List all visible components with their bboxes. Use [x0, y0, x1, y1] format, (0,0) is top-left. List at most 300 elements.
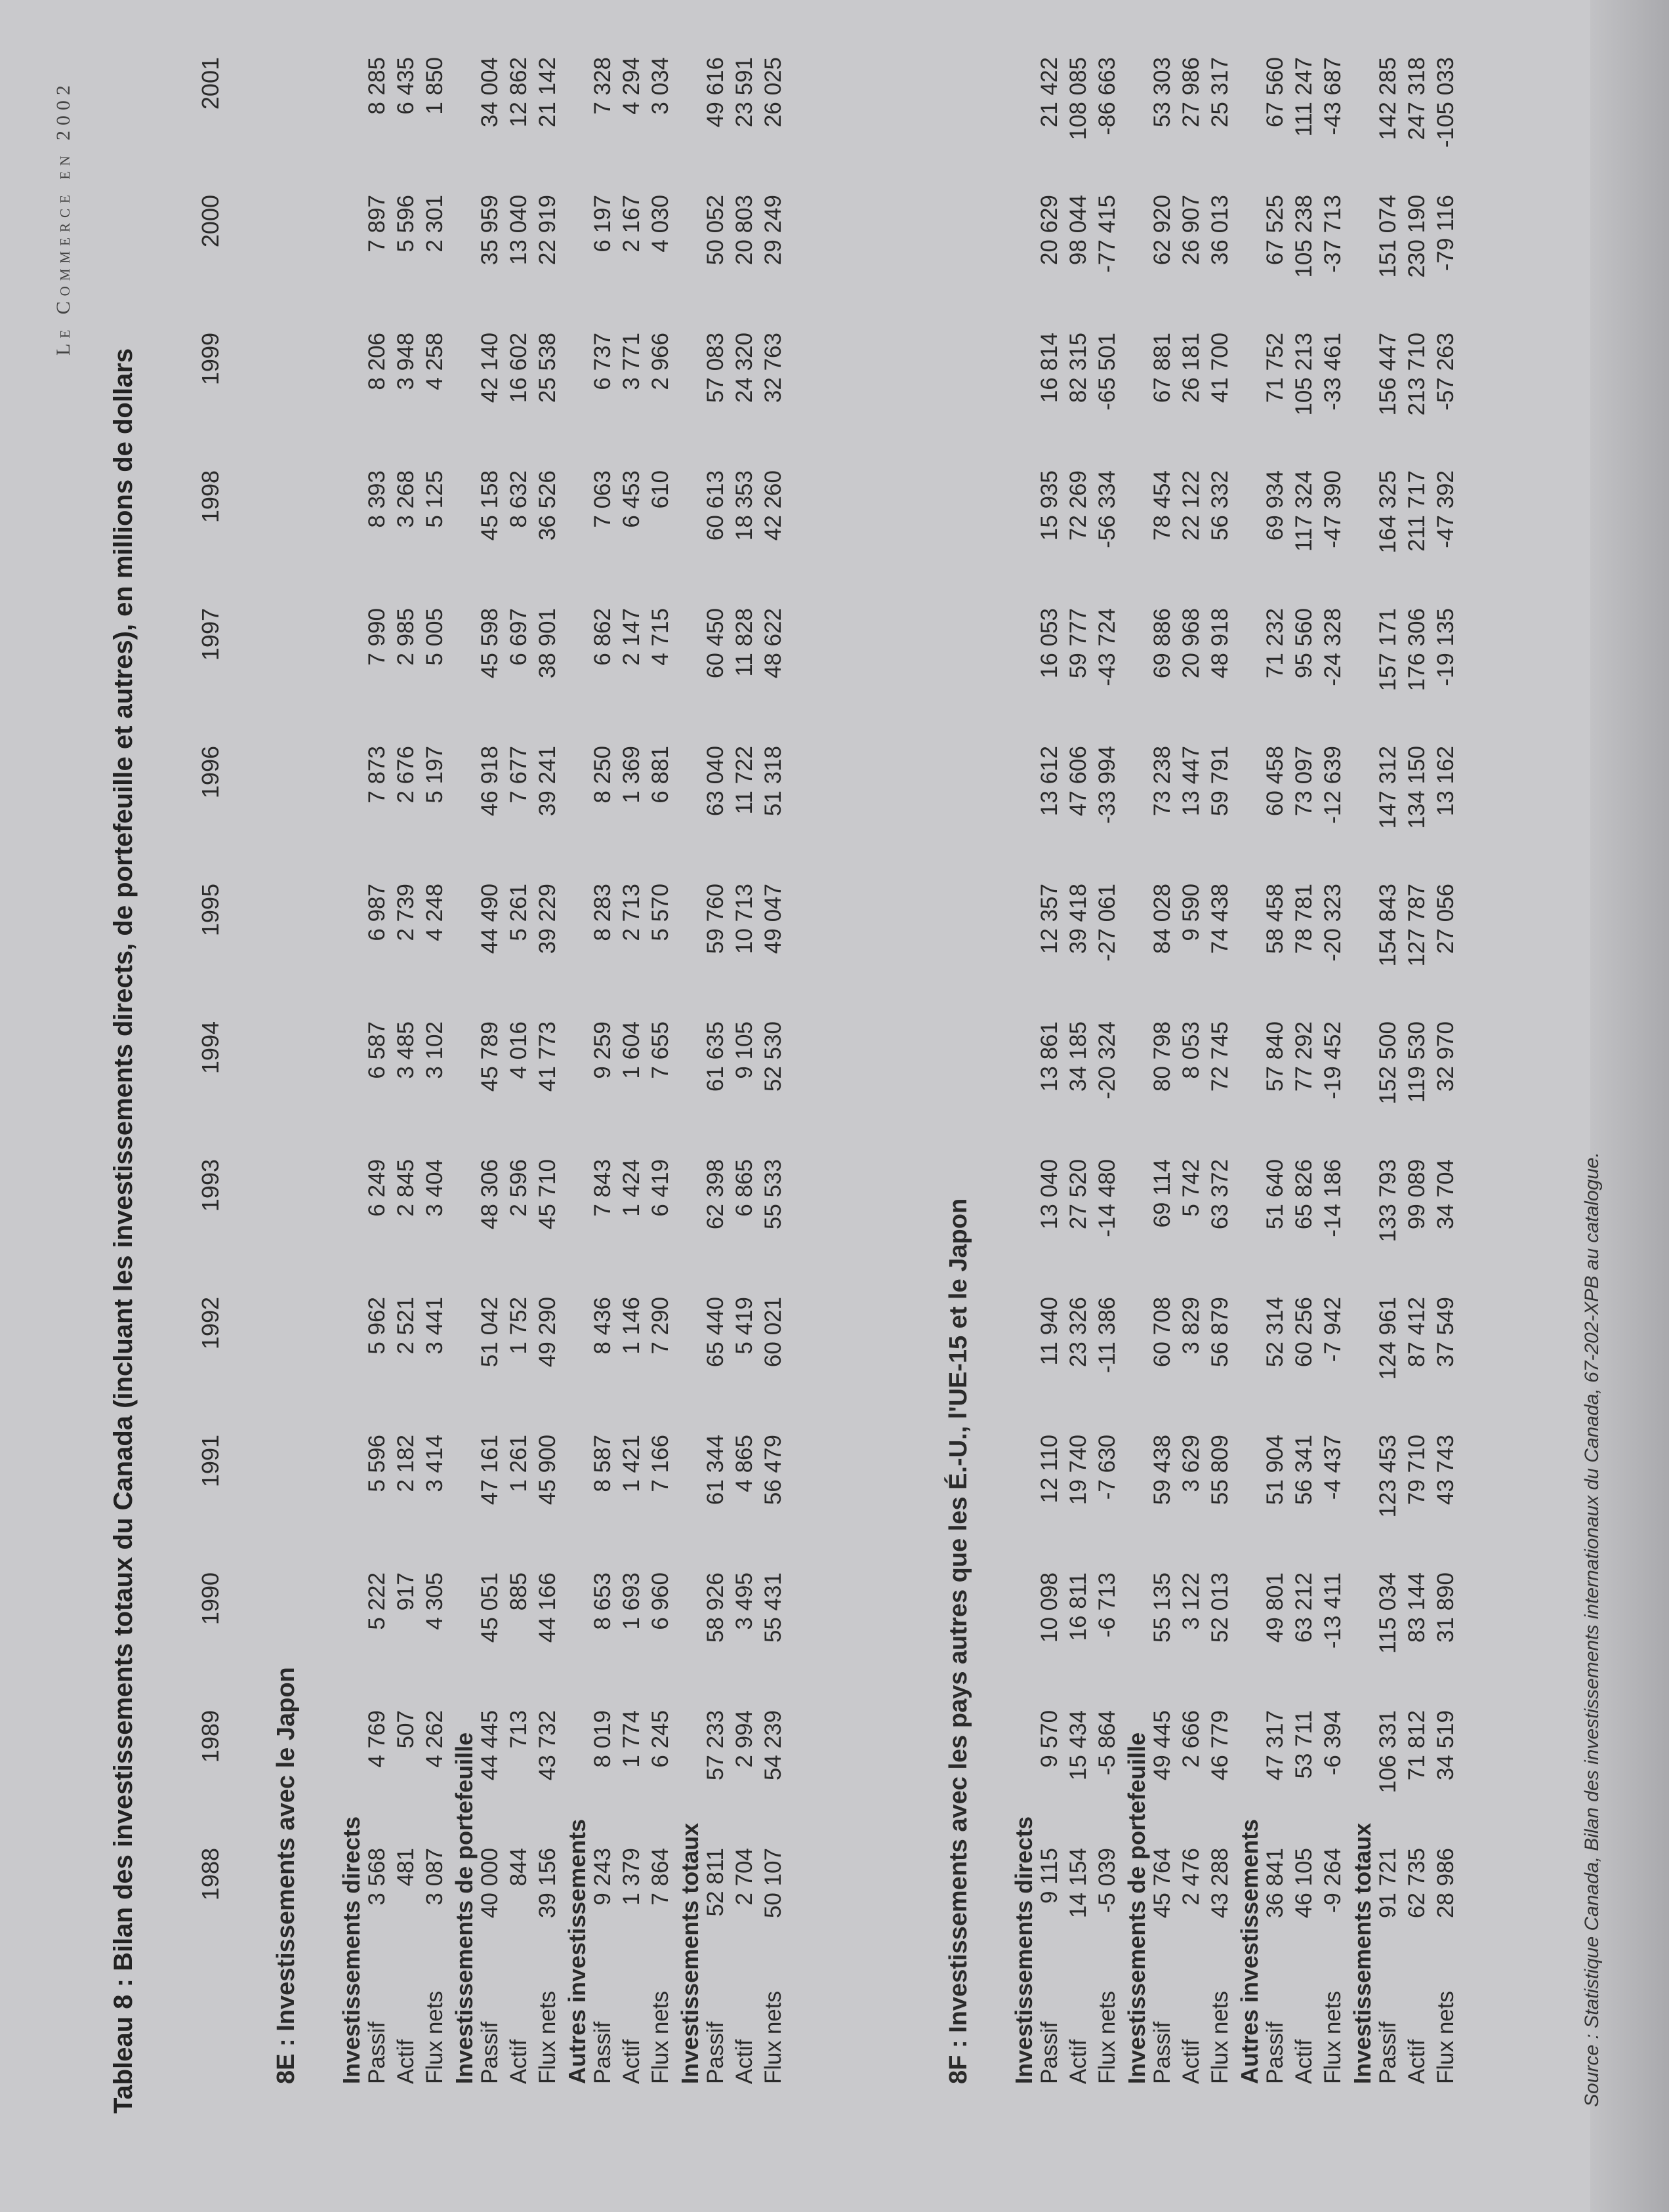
table-cell: 713 [506, 1710, 531, 1749]
table-cell: 2 147 [619, 608, 644, 666]
table-cell: 2 301 [422, 195, 447, 253]
table-cell: 5 570 [648, 884, 673, 941]
table-cell: 38 901 [535, 608, 560, 679]
table-cell: 13 447 [1178, 746, 1204, 817]
table-cell: 1 693 [619, 1572, 644, 1630]
row-label: Passif [1375, 2021, 1401, 2084]
table-cell: 164 325 [1375, 470, 1401, 554]
table-cell: 3 771 [619, 333, 644, 390]
table-cell: 50 107 [760, 1848, 786, 1919]
table-cell: 58 458 [1262, 884, 1288, 954]
table-cell: 3 414 [422, 1435, 447, 1492]
table-cell: -5 039 [1094, 1848, 1120, 1914]
table-cell: 16 053 [1037, 608, 1062, 679]
table-row [1178, 0, 1207, 2212]
table-cell: 2 596 [506, 1159, 531, 1217]
table-cell: 51 904 [1262, 1435, 1288, 1505]
table-cell: 11 940 [1037, 1297, 1062, 1366]
table-row [1375, 0, 1404, 2212]
row-label: Actif [506, 2039, 531, 2084]
table-cell: -86 663 [1094, 57, 1120, 135]
table-cell: 12 110 [1037, 1435, 1062, 1504]
table-cell: 213 710 [1404, 333, 1430, 416]
group-title: Investissements directs [1010, 1816, 1037, 2084]
table-cell: 8 285 [364, 57, 390, 115]
table-cell: -19 452 [1320, 1021, 1346, 1099]
table-cell: 67 881 [1149, 333, 1175, 403]
table-cell: 79 710 [1404, 1435, 1430, 1505]
table-cell: 13 612 [1037, 746, 1062, 817]
table-cell: 481 [393, 1848, 419, 1887]
table-cell: 29 249 [760, 195, 786, 266]
table-cell: -57 263 [1433, 333, 1458, 411]
table-cell: 8 653 [590, 1572, 615, 1630]
table-cell: 48 622 [760, 608, 786, 679]
table-cell: 4 248 [422, 884, 447, 941]
year-header: 1989 [197, 1710, 224, 1763]
table-row [590, 0, 619, 2212]
table-cell: 51 318 [760, 746, 786, 817]
table-cell: 6 881 [648, 746, 673, 804]
table-row [477, 0, 506, 2212]
table-cell: 106 331 [1375, 1710, 1401, 1793]
table-cell: 2 966 [648, 333, 673, 390]
table-cell: 26 907 [1178, 195, 1204, 266]
table-cell: 13 861 [1037, 1021, 1062, 1092]
table-cell: 2 521 [393, 1297, 419, 1355]
year-header: 1988 [197, 1848, 224, 1901]
table-cell: 5 222 [364, 1572, 390, 1630]
table-cell: 147 312 [1375, 746, 1401, 829]
year-header: 2000 [197, 195, 224, 248]
table-cell: 45 710 [535, 1159, 560, 1230]
table-cell: 55 135 [1149, 1572, 1175, 1643]
row-label: Actif [1291, 2039, 1317, 2084]
table-cell: 22 122 [1178, 470, 1204, 541]
table-cell: 65 440 [703, 1297, 728, 1368]
table-cell: 8 587 [590, 1435, 615, 1492]
table-cell: 72 745 [1207, 1021, 1233, 1092]
table-cell: 9 115 [1037, 1848, 1062, 1904]
table-cell: 39 418 [1065, 884, 1091, 954]
year-header: 1994 [197, 1021, 224, 1075]
table-cell: 6 697 [506, 608, 531, 666]
table-cell: 27 520 [1065, 1159, 1091, 1230]
table-cell: 2 676 [393, 746, 419, 804]
table-cell: 157 171 [1375, 608, 1401, 691]
table-cell: 45 598 [477, 608, 503, 679]
table-cell: 39 229 [535, 884, 560, 954]
table-cell: 59 438 [1149, 1435, 1175, 1505]
table-cell: 4 016 [506, 1021, 531, 1079]
table-cell: 23 326 [1065, 1297, 1091, 1368]
table-cell: 65 826 [1291, 1159, 1317, 1230]
table-cell: -105 033 [1433, 57, 1458, 148]
year-header: 1998 [197, 470, 224, 523]
table-cell: 6 197 [590, 195, 615, 253]
row-label: Flux nets [1433, 1991, 1458, 2084]
table-cell: 16 602 [506, 333, 531, 403]
table-row [1094, 0, 1123, 2212]
table-cell: 7 990 [364, 608, 390, 666]
table-cell: 61 635 [703, 1021, 728, 1092]
table-cell: 5 261 [506, 884, 531, 941]
table-row [1291, 0, 1320, 2212]
table-cell: 62 735 [1404, 1848, 1430, 1919]
year-header: 1996 [197, 746, 224, 799]
table-cell: 6 960 [648, 1572, 673, 1630]
table-cell: 45 051 [477, 1572, 503, 1643]
table-cell: 34 185 [1065, 1021, 1091, 1092]
table-cell: 60 458 [1262, 746, 1288, 817]
table-cell: 8 053 [1178, 1021, 1204, 1079]
table-cell: 1 774 [619, 1710, 644, 1768]
table-cell: 1 424 [619, 1159, 644, 1217]
table-cell: 55 533 [760, 1159, 786, 1230]
source-note: Source : Statistique Canada, Bilan des investissements internationaux du Canada, 67-202-XPB au catalogue. [1581, 1152, 1603, 2107]
table-cell: 151 074 [1375, 195, 1401, 278]
row-label: Flux nets [1207, 1991, 1233, 2084]
table-cell: 1 752 [506, 1297, 531, 1355]
table-cell: 47 161 [477, 1435, 503, 1505]
table-cell: 5 197 [422, 746, 447, 804]
table-cell: 51 042 [477, 1297, 503, 1368]
row-label: Flux nets [760, 1991, 786, 2084]
table-cell: 8 019 [590, 1710, 615, 1768]
table-cell: 5 596 [364, 1435, 390, 1492]
table-cell: 119 530 [1404, 1021, 1430, 1103]
table-cell: -24 328 [1320, 608, 1346, 686]
table-cell: 42 140 [477, 333, 503, 403]
table-cell: 25 538 [535, 333, 560, 403]
table-cell: 152 500 [1375, 1021, 1401, 1105]
table-row [760, 0, 789, 2212]
table-cell: 885 [506, 1572, 531, 1611]
row-label: Flux nets [535, 1991, 560, 2084]
table-cell: 8 632 [506, 470, 531, 528]
table-cell: 56 879 [1207, 1297, 1233, 1368]
table-cell: 3 268 [393, 470, 419, 528]
table-cell: 13 040 [506, 195, 531, 266]
table-cell: -14 186 [1320, 1159, 1346, 1237]
table-cell: 134 150 [1404, 746, 1430, 829]
table-cell: 91 721 [1375, 1848, 1401, 1919]
table-cell: 80 798 [1149, 1021, 1175, 1092]
table-cell: -37 713 [1320, 195, 1346, 273]
year-header: 2001 [197, 57, 224, 110]
table-cell: 156 447 [1375, 333, 1401, 416]
table-cell: 84 028 [1149, 884, 1175, 954]
table-row [535, 0, 564, 2212]
table-cell: 5 125 [422, 470, 447, 528]
table-cell: 62 398 [703, 1159, 728, 1230]
table-cell: 19 740 [1065, 1435, 1091, 1505]
table-cell: 62 920 [1149, 195, 1175, 266]
table-cell: 25 317 [1207, 57, 1233, 128]
table-cell: 7 328 [590, 57, 615, 115]
table-row [506, 0, 535, 2212]
table-cell: 71 812 [1404, 1710, 1430, 1781]
table-cell: 22 919 [535, 195, 560, 266]
table-cell: 45 789 [477, 1021, 503, 1092]
group-title: Investissements de portefeuille [451, 1732, 478, 2084]
table-cell: 54 239 [760, 1710, 786, 1781]
table-cell: 1 850 [422, 57, 447, 115]
table-cell: 6 987 [364, 884, 390, 941]
table-cell: 56 332 [1207, 470, 1233, 541]
table-cell: 3 829 [1178, 1297, 1204, 1355]
table-cell: 8 250 [590, 746, 615, 804]
table-cell: 9 259 [590, 1021, 615, 1079]
table-cell: -33 994 [1094, 746, 1120, 824]
table-row [1065, 0, 1094, 2212]
table-cell: 60 613 [703, 470, 728, 541]
year-header: 1997 [197, 608, 224, 661]
table-cell: 78 454 [1149, 470, 1175, 541]
table-cell: 27 056 [1433, 884, 1458, 954]
group-title: Investissements totaux [676, 1822, 703, 2084]
table-cell: 37 549 [1433, 1297, 1458, 1368]
table-cell: 98 044 [1065, 195, 1091, 266]
table-cell: 39 241 [535, 746, 560, 817]
table-cell: 15 935 [1037, 470, 1062, 541]
table-cell: 8 206 [364, 333, 390, 390]
table-cell: 44 166 [535, 1572, 560, 1643]
table-cell: 6 862 [590, 608, 615, 666]
table-cell: 69 114 [1149, 1159, 1175, 1228]
table-cell: 63 212 [1291, 1572, 1317, 1643]
table-cell: 46 779 [1207, 1710, 1233, 1781]
table-cell: -19 135 [1433, 608, 1458, 686]
table-cell: 9 570 [1037, 1710, 1062, 1768]
table-cell: 844 [506, 1848, 531, 1887]
table-cell: 6 737 [590, 333, 615, 390]
table-cell: 23 591 [731, 57, 757, 128]
table-cell: 71 232 [1262, 608, 1288, 679]
table-row [1433, 0, 1462, 2212]
row-label: Passif [364, 2021, 390, 2084]
table-cell: 36 013 [1207, 195, 1233, 266]
table-row [619, 0, 648, 2212]
table-cell: 51 640 [1262, 1159, 1288, 1230]
table-cell: 45 158 [477, 470, 503, 541]
table-cell: 21 142 [535, 57, 560, 128]
table-cell: 9 243 [590, 1848, 615, 1906]
table-cell: 1 604 [619, 1021, 644, 1079]
table-cell: 48 918 [1207, 608, 1233, 679]
table-title: Tableau 8 : Bilan des investissements totaux du Canada (incluant les investissements directs, de portefeuille et autres), en millions de dollars [109, 348, 138, 2114]
table-row [1320, 0, 1349, 2212]
section-title: 8F : Investissements avec les pays autres que les É.-U., l'UE-15 et le Japon [945, 1198, 972, 2084]
table-cell: 21 422 [1037, 57, 1062, 128]
group-title: Investissements totaux [1349, 1822, 1376, 2084]
table-cell: 60 708 [1149, 1297, 1175, 1368]
table-cell: 20 968 [1178, 608, 1204, 679]
table-cell: -7 630 [1094, 1435, 1120, 1500]
table-cell: 507 [393, 1710, 419, 1749]
table-cell: 55 431 [760, 1572, 786, 1643]
table-cell: 27 986 [1178, 57, 1204, 128]
table-cell: 31 890 [1433, 1572, 1458, 1643]
row-label: Passif [590, 2021, 615, 2084]
table-cell: 7 843 [590, 1159, 615, 1217]
group-title: Investissements de portefeuille [1123, 1732, 1150, 2084]
year-header: 1999 [197, 333, 224, 386]
table-cell: 7 290 [648, 1297, 673, 1355]
table-cell: 82 315 [1065, 333, 1091, 403]
row-label: Actif [1404, 2039, 1430, 2084]
row-label: Passif [477, 2021, 503, 2084]
table-cell: 49 616 [703, 57, 728, 128]
table-cell: 52 314 [1262, 1297, 1288, 1368]
table-row [1149, 0, 1178, 2212]
table-cell: -65 501 [1094, 333, 1120, 411]
row-label: Flux nets [1320, 1991, 1346, 2084]
table-cell: 34 519 [1433, 1710, 1458, 1781]
table-cell: 14 154 [1065, 1848, 1091, 1919]
table-cell: 67 560 [1262, 57, 1288, 128]
table-cell: 7 864 [648, 1848, 673, 1906]
table-cell: 57 233 [703, 1710, 728, 1781]
table-cell: 73 097 [1291, 746, 1317, 817]
table-cell: 41 773 [535, 1021, 560, 1092]
table-cell: 6 249 [364, 1159, 390, 1217]
table-cell: 105 213 [1291, 333, 1317, 416]
table-row [393, 0, 422, 2212]
table-cell: 47 317 [1262, 1710, 1288, 1781]
table-cell: 32 970 [1433, 1021, 1458, 1092]
year-header: 1992 [197, 1297, 224, 1350]
table-cell: 46 105 [1291, 1848, 1317, 1919]
table-cell: -33 461 [1320, 333, 1346, 411]
table-cell: 4 030 [648, 195, 673, 253]
table-row [1037, 0, 1065, 2212]
table-cell: -27 061 [1094, 884, 1120, 962]
table-cell: 6 435 [393, 57, 419, 115]
table-cell: 2 666 [1178, 1710, 1204, 1768]
year-header: 1993 [197, 1159, 224, 1212]
table-cell: -14 480 [1094, 1159, 1120, 1237]
table-cell: 13 162 [1433, 746, 1458, 817]
table-cell: 6 453 [619, 470, 644, 528]
table-row [364, 0, 393, 2212]
table-cell: 59 777 [1065, 608, 1091, 679]
row-label: Flux nets [1094, 1991, 1120, 2084]
table-cell: 5 419 [731, 1297, 757, 1355]
table-cell: 77 292 [1291, 1021, 1317, 1092]
table-cell: 123 453 [1375, 1435, 1401, 1518]
table-row [1207, 0, 1236, 2212]
row-label: Flux nets [648, 1991, 673, 2084]
table-cell: 6 587 [364, 1021, 390, 1079]
table-cell: 6 865 [731, 1159, 757, 1217]
table-cell: 10 713 [731, 884, 757, 954]
table-cell: 63 372 [1207, 1159, 1233, 1230]
table-cell: 69 934 [1262, 470, 1288, 541]
table-cell: 44 445 [477, 1710, 503, 1781]
table-cell: 28 986 [1433, 1848, 1458, 1919]
table-cell: -6 394 [1320, 1710, 1346, 1776]
year-header: 1991 [197, 1435, 224, 1488]
table-cell: 117 324 [1291, 470, 1317, 552]
table-cell: -20 324 [1094, 1021, 1120, 1099]
table-cell: 45 900 [535, 1435, 560, 1505]
table-cell: 83 144 [1404, 1572, 1430, 1643]
table-cell: 74 438 [1207, 884, 1233, 954]
table-cell: 4 258 [422, 333, 447, 390]
table-cell: 154 843 [1375, 884, 1401, 967]
row-label: Actif [1065, 2039, 1091, 2084]
table-cell: 49 290 [535, 1297, 560, 1368]
table-cell: 99 089 [1404, 1159, 1430, 1230]
year-header: 1995 [197, 884, 224, 937]
table-cell: 52 811 [703, 1848, 728, 1917]
table-cell: 32 763 [760, 333, 786, 403]
row-label: Passif [703, 2021, 728, 2084]
table-cell: 12 357 [1037, 884, 1062, 954]
table-cell: 1 379 [619, 1848, 644, 1906]
table-row [1404, 0, 1433, 2212]
table-cell: 36 841 [1262, 1848, 1288, 1919]
table-cell: -12 639 [1320, 746, 1346, 824]
table-cell: 4 769 [364, 1710, 390, 1768]
table-cell: 43 743 [1433, 1435, 1458, 1505]
table-cell: 2 985 [393, 608, 419, 666]
table-cell: 87 412 [1404, 1297, 1430, 1368]
table-cell: -47 390 [1320, 470, 1346, 548]
table-cell: 10 098 [1037, 1572, 1062, 1643]
row-label: Actif [1178, 2039, 1204, 2084]
table-cell: 6 245 [648, 1710, 673, 1768]
table-cell: 3 441 [422, 1297, 447, 1355]
table-cell: -11 386 [1094, 1297, 1120, 1374]
table-cell: 3 948 [393, 333, 419, 390]
table-cell: 105 238 [1291, 195, 1317, 278]
group-title: Autres investissements [1236, 1818, 1263, 2084]
table-cell: 4 262 [422, 1710, 447, 1768]
table-cell: 3 122 [1178, 1572, 1204, 1630]
table-cell: 36 526 [535, 470, 560, 541]
table-cell: 49 445 [1149, 1710, 1175, 1781]
table-cell: 49 047 [760, 884, 786, 954]
table-cell: 60 256 [1291, 1297, 1317, 1368]
table-cell: 67 525 [1262, 195, 1288, 266]
table-cell: 610 [648, 470, 673, 509]
table-cell: 11 722 [731, 746, 757, 815]
table-cell: -56 334 [1094, 470, 1120, 548]
row-label: Passif [1262, 2021, 1288, 2084]
table-cell: 1 369 [619, 746, 644, 804]
table-cell: 3 102 [422, 1021, 447, 1079]
table-cell: 247 318 [1404, 57, 1430, 140]
table-cell: 7 166 [648, 1435, 673, 1492]
table-cell: 108 085 [1065, 57, 1091, 140]
table-cell: 16 811 [1065, 1572, 1091, 1641]
table-cell: 72 269 [1065, 470, 1091, 541]
table-cell: 7 873 [364, 746, 390, 804]
table-cell: 6 419 [648, 1159, 673, 1217]
table-cell: 3 404 [422, 1159, 447, 1217]
table-cell: 2 182 [393, 1435, 419, 1492]
table-cell: 7 655 [648, 1021, 673, 1079]
table-cell: -13 411 [1320, 1572, 1346, 1649]
table-cell: 176 306 [1404, 608, 1430, 691]
table-cell: 53 303 [1149, 57, 1175, 128]
table-cell: -6 713 [1094, 1572, 1120, 1638]
table-cell: 58 926 [703, 1572, 728, 1643]
table-cell: 9 105 [731, 1021, 757, 1079]
table-cell: 3 568 [364, 1848, 390, 1906]
